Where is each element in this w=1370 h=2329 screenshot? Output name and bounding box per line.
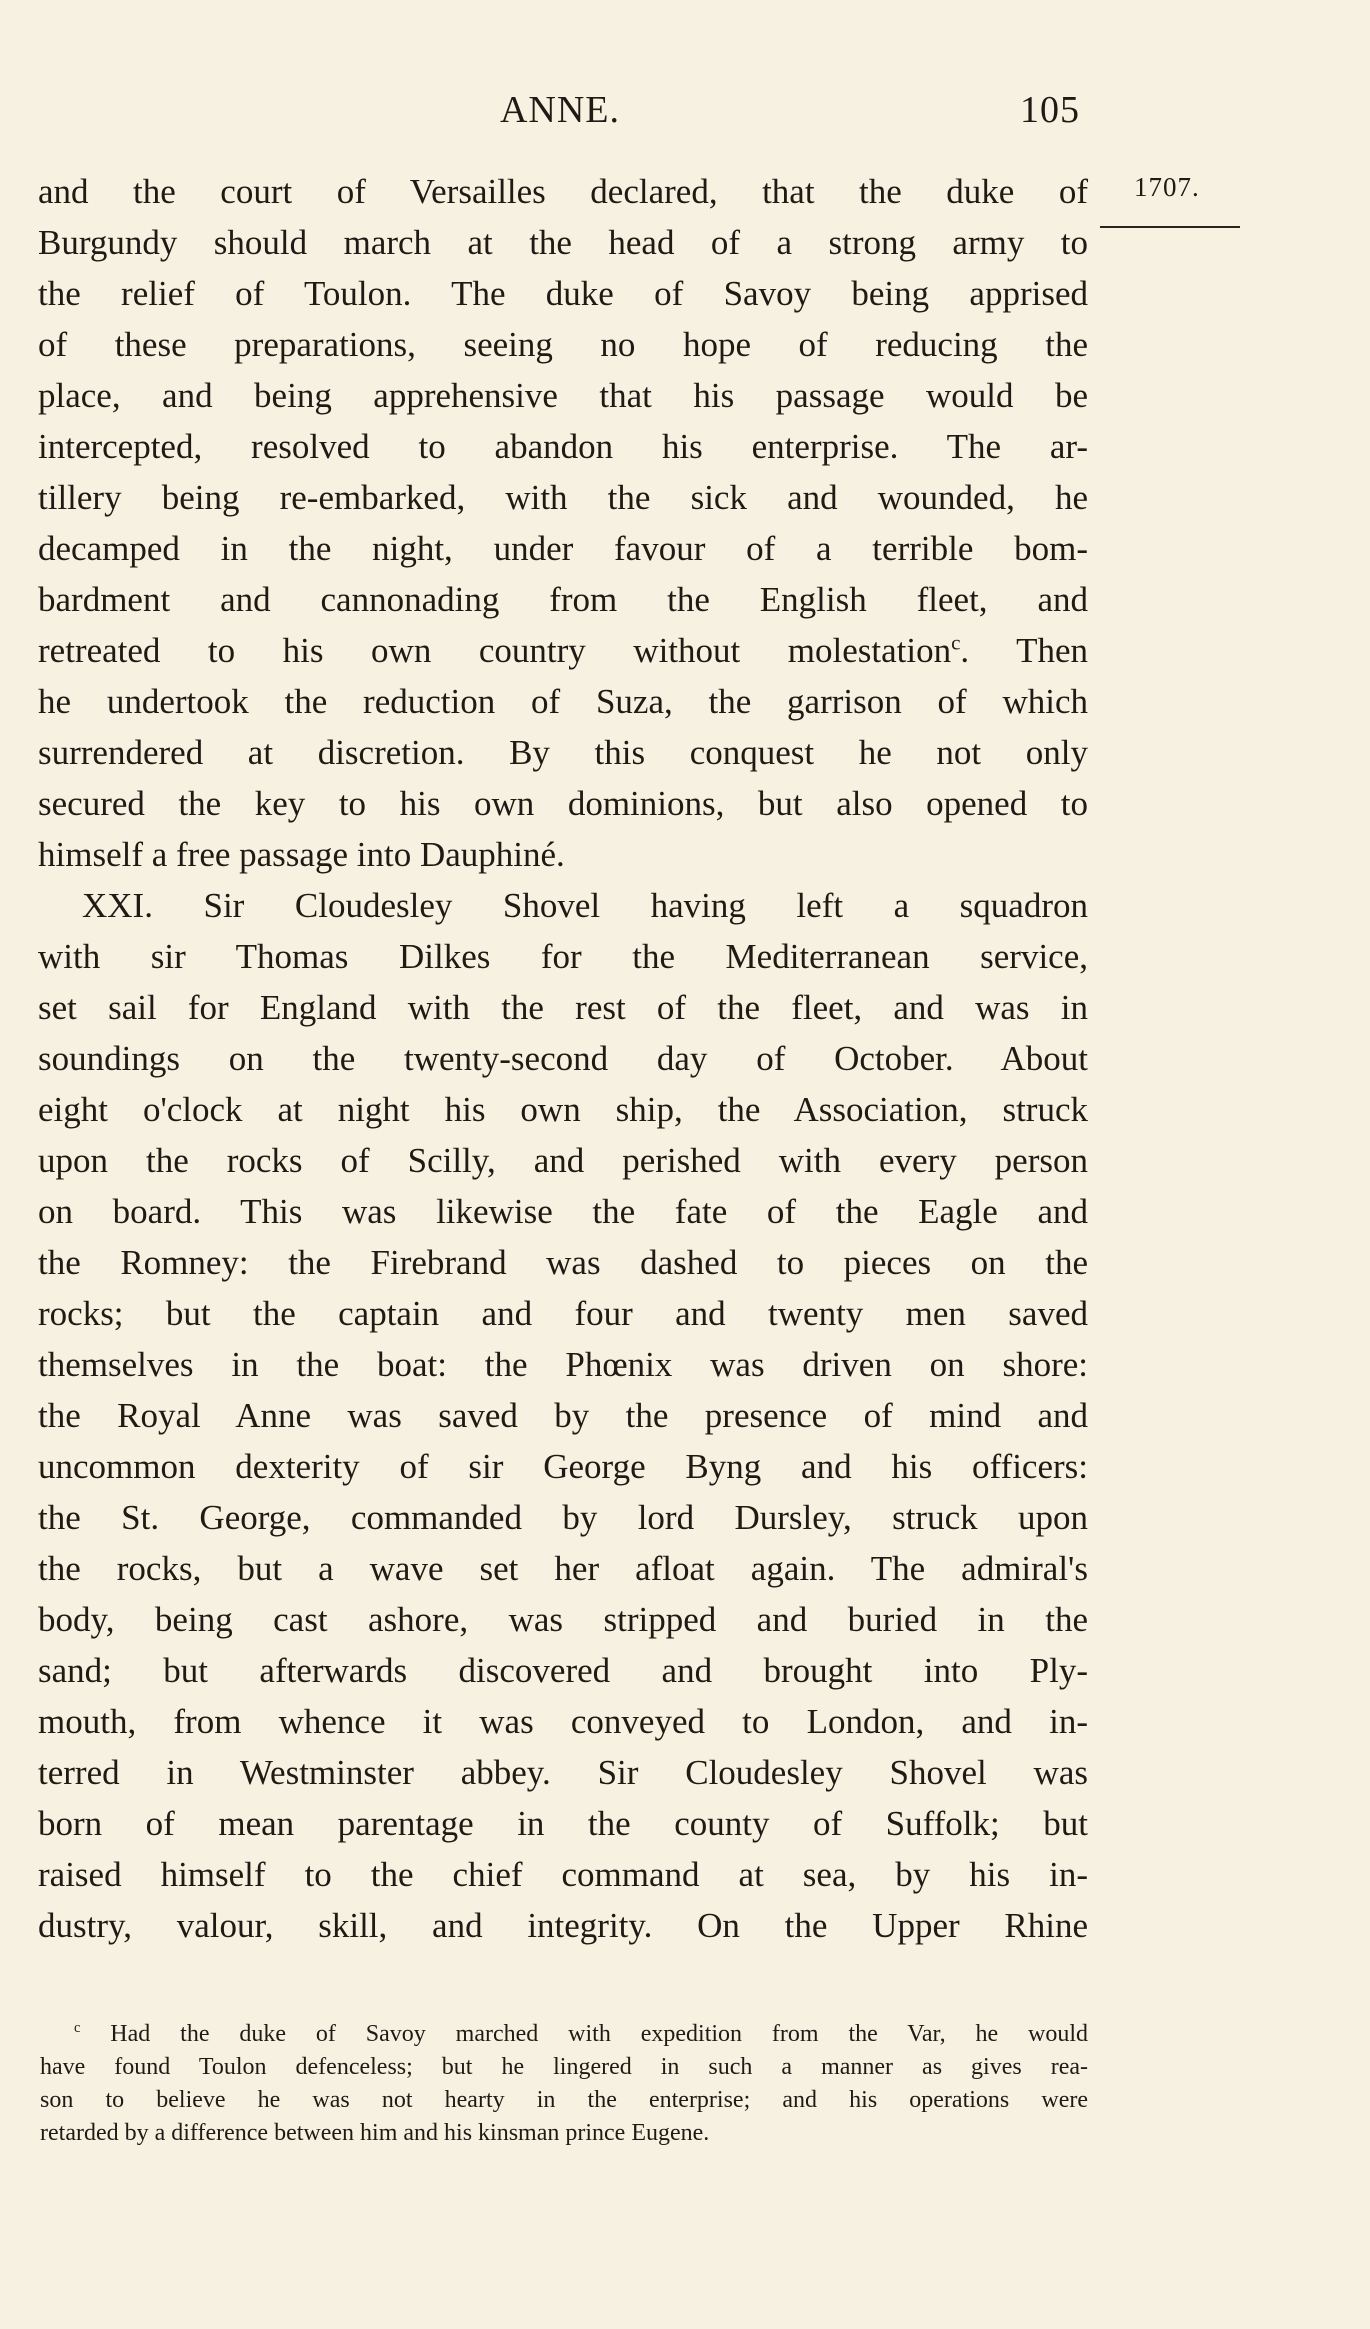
body-line: decamped in the night, under favour of a terrible bom- [38,529,1088,568]
body-line: intercepted, resolved to abandon his enterprise. The ar- [38,427,1088,466]
body-line: eight o'clock at night his own ship, the Association, struck [38,1090,1088,1129]
body-line: and the court of Versailles declared, that the duke of [38,172,1088,211]
body-line: born of mean parentage in the county of Suffolk; but [38,1804,1088,1843]
body-line-tail: . Then [960,631,1088,670]
section-start-line: XXI. Sir Cloudesley Shovel having left a squadron [82,886,1088,925]
body-line: bardment and cannonading from the English fleet, and [38,580,1088,619]
body-line: the Royal Anne was saved by the presence of mind and [38,1396,1088,1435]
body-line: set sail for England with the rest of the fleet, and was in [38,988,1088,1027]
footnote-reference: c [951,630,961,655]
body-line: dustry, valour, skill, and integrity. On the Upper Rhine [38,1906,1088,1945]
body-line: on board. This was likewise the fate of the Eagle and [38,1192,1088,1231]
body-line: place, and being apprehensive that his passage would be [38,376,1088,415]
body-line: raised himself to the chief command at sea, by his in- [38,1855,1088,1894]
footnote-marker: c [74,2020,81,2036]
body-text [38,166,1088,1951]
footnote-line: son to believe he was not hearty in the enterprise; and his operations were [40,2087,1088,2113]
body-line: he undertook the reduction of Suza, the garrison of which [38,682,1088,721]
body-line: sand; but afterwards discovered and brought into Ply- [38,1651,1088,1690]
footnote-block [40,2018,1088,2150]
margin-rule [1100,226,1240,228]
body-line: terred in Westminster abbey. Sir Cloudesley Shovel was [38,1753,1088,1792]
body-line: uncommon dexterity of sir George Byng and his officers: [38,1447,1088,1486]
footnote-line: retarded by a difference between him and his kinsman prince Eugene. [40,2120,710,2146]
footnote-line [40,2018,1088,2051]
body-line: tillery being re-embarked, with the sick and wounded, he [38,478,1088,517]
body-line-with-footnote-ref [38,625,1088,676]
body-line: the rocks, but a wave set her afloat again. The admiral's [38,1549,1088,1588]
margin-year: 1707. [1134,172,1200,202]
body-line: Burgundy should march at the head of a strong army to [38,223,1088,262]
body-line: himself a free passage into Dauphiné. [38,835,565,874]
body-line: mouth, from whence it was conveyed to London, and in- [38,1702,1088,1741]
body-line: rocks; but the captain and four and twenty men saved [38,1294,1088,1333]
footnote-line-text: Had the duke of Savoy marched with expedition from the Var, he would [110,2021,1089,2047]
body-line: upon the rocks of Scilly, and perished with every person [38,1141,1088,1180]
footnote-line: have found Toulon defenceless; but he lingered in such a manner as gives rea- [40,2054,1088,2080]
body-line: the Romney: the Firebrand was dashed to pieces on the [38,1243,1088,1282]
running-head [40,88,1080,148]
body-line: with sir Thomas Dilkes for the Mediterranean service, [38,937,1088,976]
body-line: secured the key to his own dominions, but also opened to [38,784,1088,823]
body-line: themselves in the boat: the Phœnix was driven on shore: [38,1345,1088,1384]
body-line: the relief of Toulon. The duke of Savoy being apprised [38,274,1088,313]
page-number: 105 [1020,89,1080,131]
body-line-text: retreated to his own country without molestation [38,631,952,670]
body-line: body, being cast ashore, was stripped and buried in the [38,1600,1088,1639]
body-line: surrendered at discretion. By this conquest he not only [38,733,1088,772]
body-line: of these preparations, seeing no hope of reducing the [38,325,1088,364]
body-line: soundings on the twenty-second day of October. About [38,1039,1088,1078]
running-title: ANNE. [499,89,621,131]
body-line: the St. George, commanded by lord Dursley, struck upon [38,1498,1088,1537]
